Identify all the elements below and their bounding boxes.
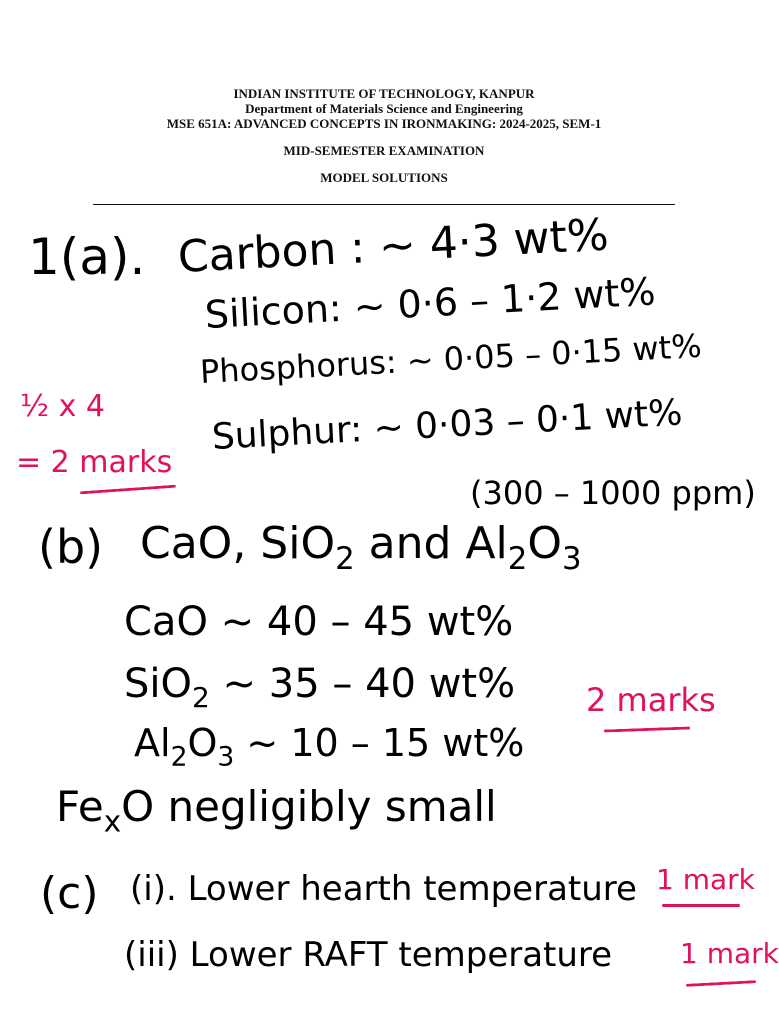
department-name: Department of Materials Science and Engineering <box>245 101 523 116</box>
q1a-silicon: Silicon: ~ 0·6 – 1·2 wt% <box>203 269 657 337</box>
q1c-line2: (iii) Lower RAFT temperature <box>124 935 613 975</box>
institute-name: INDIAN INSTITUTE OF TECHNOLOGY, KANPUR <box>233 86 535 101</box>
q1a-label: 1(a). <box>28 228 146 286</box>
q1c-label: (c) <box>40 868 99 919</box>
q1b-marks: 2 marks <box>586 681 716 719</box>
q1a-sulphur: Sulphur: ~ 0·03 – 0·1 wt% <box>210 392 684 458</box>
q1b-label: (b) <box>38 520 104 574</box>
q1c-marks1: 1 mark <box>656 863 755 896</box>
q1a-carbon: Carbon : ~ 4·3 wt% <box>176 209 610 283</box>
q1b-marks-underline <box>604 727 690 733</box>
exam-header <box>0 86 768 185</box>
q1b-fexo: $Fe_xO$ negligibly small <box>56 782 497 839</box>
q1a-phosphorus: Phosphorus: ~ 0·05 – 0·15 wt% <box>199 326 703 391</box>
q1c-marks2-underline <box>686 980 756 987</box>
solutions-subtitle: MODEL SOLUTIONS <box>320 170 448 185</box>
q1c-marks2: 1 mark <box>680 937 779 970</box>
q1b-al2o3: $Al_2O_3$ ~ 10 – 15 wt% <box>134 721 525 773</box>
course-title: MSE 651A: ADVANCED CONCEPTS IN IRONMAKING: 2024-2025, SEM-1 <box>166 116 602 131</box>
q1a-marks-underline <box>80 485 176 495</box>
q1a-marks-calc: ½ x 4 <box>20 389 105 424</box>
q1c-line1: (i). Lower hearth temperature <box>130 869 637 909</box>
q1a-ppm: (300 – 1000 ppm) <box>470 474 756 512</box>
q1b-sio2: SiO$_2$ ~ 35 – 40 wt% <box>124 661 516 714</box>
q1a-marks-total: = 2 marks <box>16 445 173 480</box>
q1c-marks1-underline <box>662 904 740 907</box>
q1b-heading: CaO, SiO$_2$ and $Al_2O_3$ <box>140 518 582 577</box>
header-rule <box>93 204 675 205</box>
exam-title: MID-SEMESTER EXAMINATION <box>283 143 485 158</box>
q1b-cao: CaO ~ 40 – 45 wt% <box>124 599 514 645</box>
